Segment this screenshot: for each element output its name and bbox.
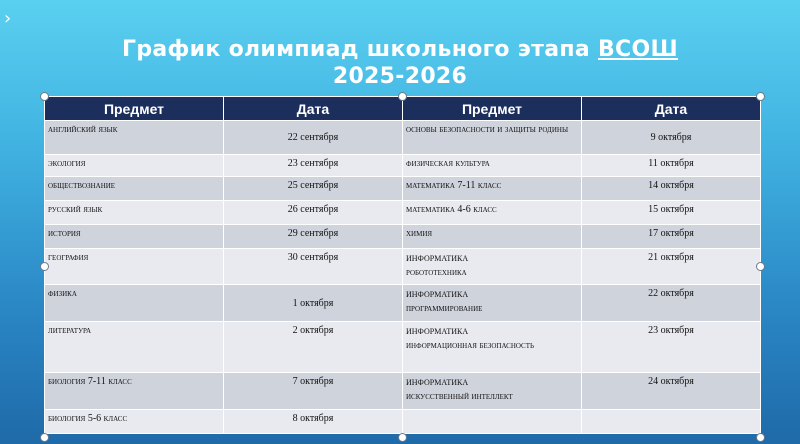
- olympiad-schedule-table: [44, 96, 761, 434]
- subject-cell: обществознание: [45, 177, 224, 201]
- date-cell: 1 октября: [224, 285, 403, 322]
- subject-cell: физическая культура: [403, 155, 582, 177]
- table-row: [45, 225, 761, 249]
- date-cell: 22 октября: [582, 285, 761, 322]
- subject-cell: химия: [403, 225, 582, 249]
- header-date-1: Дата: [224, 97, 403, 121]
- date-cell: 21 октября: [582, 249, 761, 285]
- subject-cell: биология 7-11 класс: [45, 373, 224, 410]
- subject-cell: [403, 249, 582, 285]
- date-cell: 23 сентября: [224, 155, 403, 177]
- subject-detail: искусственный интеллект: [406, 391, 513, 402]
- subject-cell: [403, 285, 582, 322]
- subject-lead: информатика: [406, 323, 469, 337]
- subject-cell: экология: [45, 155, 224, 177]
- subject-cell: основы безопасности и защиты родины: [403, 121, 582, 155]
- date-cell: 24 октября: [582, 373, 761, 410]
- subject-cell: физика: [45, 285, 224, 322]
- subject-lead: информатика: [406, 286, 469, 300]
- table-row: [45, 201, 761, 225]
- date-cell: 8 октября: [224, 410, 403, 434]
- date-cell: 30 сентября: [224, 249, 403, 285]
- table-row: [45, 285, 761, 322]
- subject-lead: информатика: [406, 250, 469, 264]
- date-cell: 7 октября: [224, 373, 403, 410]
- title-text: График олимпиад школьного этапа: [122, 37, 598, 62]
- resize-handle-left[interactable]: [40, 262, 49, 271]
- subject-cell: английский язык: [45, 121, 224, 155]
- date-cell: 25 сентября: [224, 177, 403, 201]
- subject-detail: робототехника: [406, 267, 467, 278]
- header-subject-1: Предмет: [45, 97, 224, 121]
- date-cell: 29 сентября: [224, 225, 403, 249]
- date-cell: 17 октября: [582, 225, 761, 249]
- table-row: [45, 322, 761, 373]
- date-cell: [582, 410, 761, 434]
- subject-lead: информатика: [406, 374, 469, 388]
- date-cell: 9 октября: [582, 121, 761, 155]
- table-row: [45, 177, 761, 201]
- subject-cell: математика 4-6 класс: [403, 201, 582, 225]
- subject-cell: [403, 322, 582, 373]
- resize-handle-top-right[interactable]: [756, 92, 765, 101]
- resize-handle-bottom-right[interactable]: [756, 433, 765, 442]
- subject-cell: [403, 373, 582, 410]
- table-row: [45, 410, 761, 434]
- table-row: [45, 373, 761, 410]
- subject-cell: [403, 410, 582, 434]
- chevron-right-icon: ›: [4, 8, 12, 29]
- table-row: [45, 249, 761, 285]
- date-cell: 2 октября: [224, 322, 403, 373]
- resize-handle-bottom[interactable]: [398, 433, 407, 442]
- table-row: [45, 155, 761, 177]
- subject-cell: русский язык: [45, 201, 224, 225]
- subject-cell: история: [45, 225, 224, 249]
- subject-detail: информационная безопасность: [406, 340, 534, 351]
- header-date-2: Дата: [582, 97, 761, 121]
- date-cell: 26 сентября: [224, 201, 403, 225]
- date-cell: 11 октября: [582, 155, 761, 177]
- resize-handle-bottom-left[interactable]: [40, 433, 49, 442]
- resize-handle-top-left[interactable]: [40, 92, 49, 101]
- date-cell: 23 октября: [582, 322, 761, 373]
- page-title: [0, 36, 800, 90]
- date-cell: 15 октября: [582, 201, 761, 225]
- subject-cell: литература: [45, 322, 224, 373]
- resize-handle-right[interactable]: [756, 262, 765, 271]
- header-subject-2: Предмет: [403, 97, 582, 121]
- date-cell: 22 сентября: [224, 121, 403, 155]
- resize-handle-top[interactable]: [398, 92, 407, 101]
- subject-cell: математика 7-11 класс: [403, 177, 582, 201]
- subject-cell: география: [45, 249, 224, 285]
- table-row: [45, 121, 761, 155]
- title-link[interactable]: ВСОШ: [597, 37, 678, 62]
- subject-detail: программирование: [406, 303, 483, 314]
- title-year: 2025-2026: [332, 64, 468, 89]
- subject-cell: биология 5-6 класс: [45, 410, 224, 434]
- date-cell: 14 октября: [582, 177, 761, 201]
